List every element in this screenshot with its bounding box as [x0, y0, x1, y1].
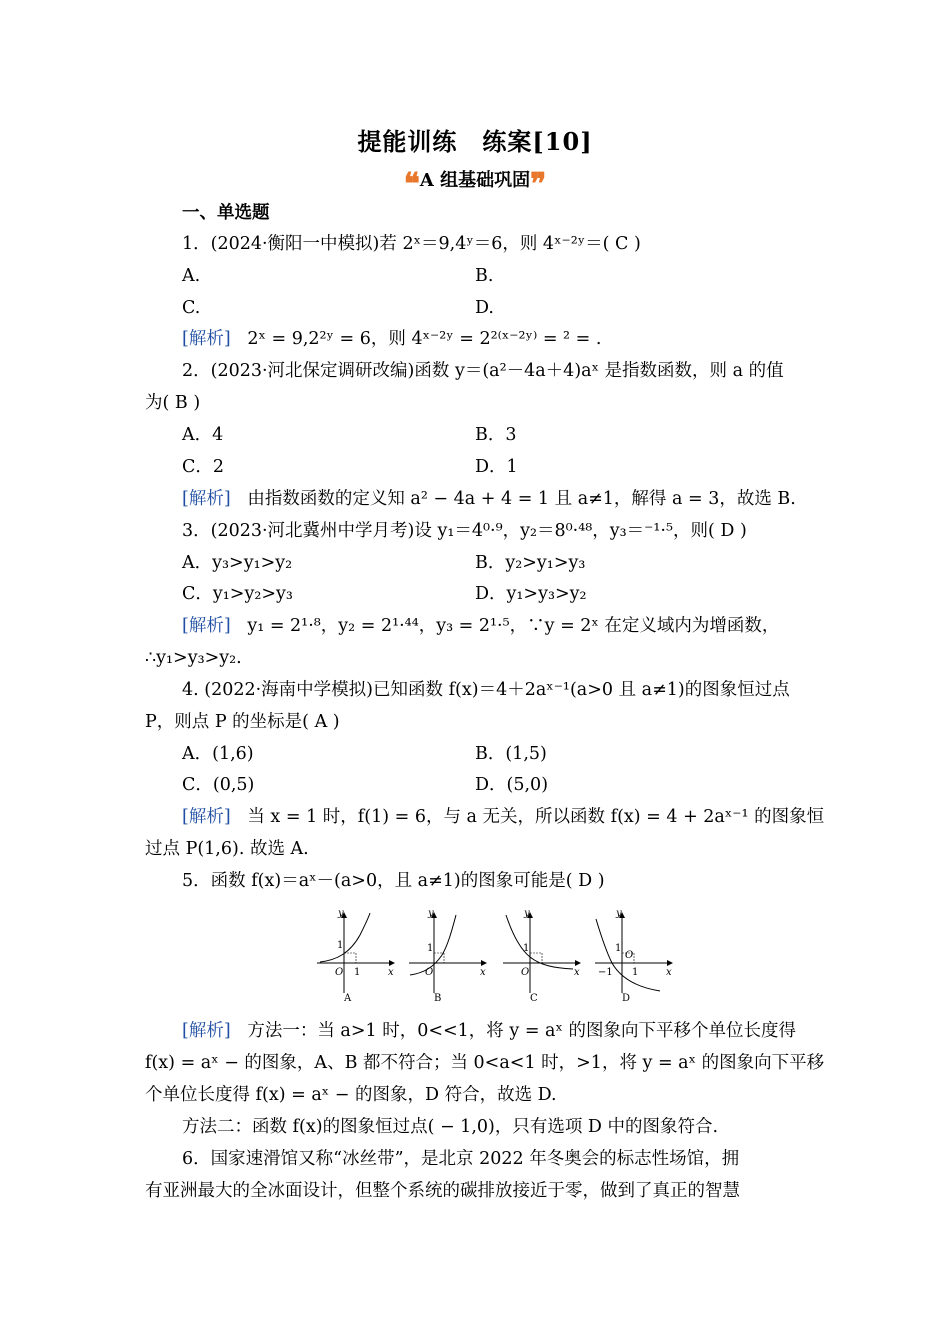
q3-solution-cont: ∴y₁>y₃>y₂. [145, 648, 242, 668]
tick-label: 1 [427, 943, 434, 954]
section-heading: 一、单选题 [182, 203, 270, 223]
solution-tag: [解析] [182, 1021, 231, 1041]
q4-option-c: C．(0,5) [182, 775, 255, 795]
graph-label-c: C [530, 993, 538, 1004]
q4-stem-cont: P，则点 P 的坐标是( A ) [145, 712, 340, 732]
axis-x-label: x [388, 967, 394, 978]
axis-x-label: x [574, 967, 580, 978]
axis-y-label: y [338, 908, 344, 919]
q4-option-a: A．(1,6) [182, 744, 254, 764]
left-quote-icon: ❝ [403, 167, 420, 202]
q3-solution [182, 615, 847, 637]
q3-stem: 3．(2023·河北冀州中学月考)设 y₁＝4⁰·⁹，y₂＝8⁰·⁴⁸，y₃＝⁻¹·⁵，则( D ) [182, 521, 747, 541]
q2-option-a: A．4 [182, 425, 224, 445]
q1-option-d: D. [475, 298, 494, 318]
q2-stem: 2．(2023·河北保定调研改编)函数 y＝(a²－4a＋4)aˣ 是指数函数，则 a 的值 [182, 361, 784, 381]
q4-stem: 4. (2022·海南中学模拟)已知函数 f(x)＝4＋2aˣ⁻¹(a>0 且 a≠1)的图象恒过点 [182, 680, 790, 700]
banner-text: A 组基础巩固 [419, 170, 531, 191]
q1-option-c: C. [182, 298, 201, 318]
q4-solution [182, 806, 847, 828]
page-title: 提能训练 练案[10] [357, 127, 593, 156]
q5-solution-cont: f(x) = aˣ − 的图象，A、B 都不符合；当 0<a<1 时，>1，将 y = aˣ 的图象向下平移 [145, 1053, 825, 1073]
q5-solution-text: 方法一：当 a>1 时，0<<1，将 y = aˣ 的图象向下平移个单位长度得 [247, 1021, 796, 1041]
q2-option-d: D．1 [475, 457, 518, 477]
graph-a [317, 908, 394, 1004]
q4-option-b: B．(1,5) [475, 744, 547, 764]
right-quote-icon: ❞ [530, 167, 547, 202]
tick-label: −1 [598, 967, 613, 978]
q5-solution-cont: 个单位长度得 f(x) = aˣ − 的图象，D 符合，故选 D. [145, 1085, 557, 1105]
q2-option-b: B．3 [475, 425, 517, 445]
q3-option-d: D．y₁>y₃>y₂ [475, 584, 587, 604]
axis-x-label: x [480, 967, 486, 978]
q5-stem: 5．函数 f(x)＝aˣ－(a>0，且 a≠1)的图象可能是( D ) [182, 871, 605, 891]
solution-tag: [解析] [182, 616, 231, 636]
solution-tag: [解析] [182, 329, 231, 349]
tick-label: 1 [632, 967, 639, 978]
graph-label-b: B [434, 993, 442, 1004]
q6-stem-cont: 有亚洲最大的全冰面设计，但整个系统的碳排放接近于零，做到了真正的智慧 [145, 1181, 740, 1201]
q1-solution [182, 328, 847, 350]
origin-label: O [335, 967, 344, 978]
q1-option-b: B. [475, 266, 494, 286]
solution-tag: [解析] [182, 489, 231, 509]
tick-label: 1 [523, 943, 530, 954]
origin-label: O [625, 950, 634, 961]
graph-label-a: A [344, 993, 352, 1004]
q5-solution-method2: 方法二：函数 f(x)的图象恒过点( − 1,0)，只有选项 D 中的图象符合. [182, 1117, 719, 1137]
tick-label: 1 [354, 967, 361, 978]
q4-solution-text: 当 x = 1 时，f(1) = 6，与 a 无关，所以函数 f(x) = 4 + 2aˣ⁻¹ 的图象恒 [247, 807, 825, 827]
q3-option-c: C．y₁>y₂>y₃ [182, 584, 293, 604]
q2-stem-cont: 为( B ) [145, 393, 201, 413]
q6-stem: 6．国家速滑馆又称“冰丝带”，是北京 2022 年冬奥会的标志性场馆，拥 [182, 1149, 740, 1169]
axis-y-label: y [616, 908, 622, 919]
q2-solution-text: 由指数函数的定义知 a² − 4a + 4 = 1 且 a≠1，解得 a = 3，故选 B. [247, 489, 796, 509]
q5-solution [182, 1020, 847, 1042]
section-banner [0, 166, 950, 202]
q1-solution-text: 2ˣ = 9,2²ʸ = 6，则 4ˣ⁻²ʸ = 2²⁽ˣ⁻²ʸ⁾ = ² = . [247, 329, 602, 349]
axis-y-label: y [524, 908, 530, 919]
q1-option-a: A. [182, 266, 201, 286]
q1-stem: 1．(2024·衡阳一中模拟)若 2ˣ＝9,4ʸ＝6，则 4ˣ⁻²ʸ＝( C ) [182, 234, 641, 254]
graph-d [595, 908, 672, 1004]
tick-label: 1 [615, 943, 622, 954]
axis-x-label: x [666, 967, 672, 978]
q3-option-a: A．y₃>y₁>y₂ [182, 553, 293, 573]
graph-c [503, 908, 580, 1004]
q3-solution-text: y₁ = 2¹·⁸，y₂ = 2¹·⁴⁴，y₃ = 2¹·⁵，∵y = 2ˣ 在定义域内为增函数， [247, 616, 780, 636]
origin-label: O [425, 967, 434, 978]
q4-option-d: D．(5,0) [475, 775, 549, 795]
q4-solution-cont: 过点 P(1,6). 故选 A. [145, 839, 309, 859]
graph-b [409, 908, 486, 1004]
q2-solution [182, 488, 847, 510]
q2-option-c: C．2 [182, 457, 225, 477]
graph-label-d: D [622, 993, 631, 1004]
axis-y-label: y [428, 908, 434, 919]
q3-option-b: B．y₂>y₁>y₃ [475, 553, 586, 573]
tick-label: 1 [337, 940, 344, 951]
origin-label: O [521, 967, 530, 978]
q5-graphs-figure [312, 905, 677, 1005]
solution-tag: [解析] [182, 807, 231, 827]
